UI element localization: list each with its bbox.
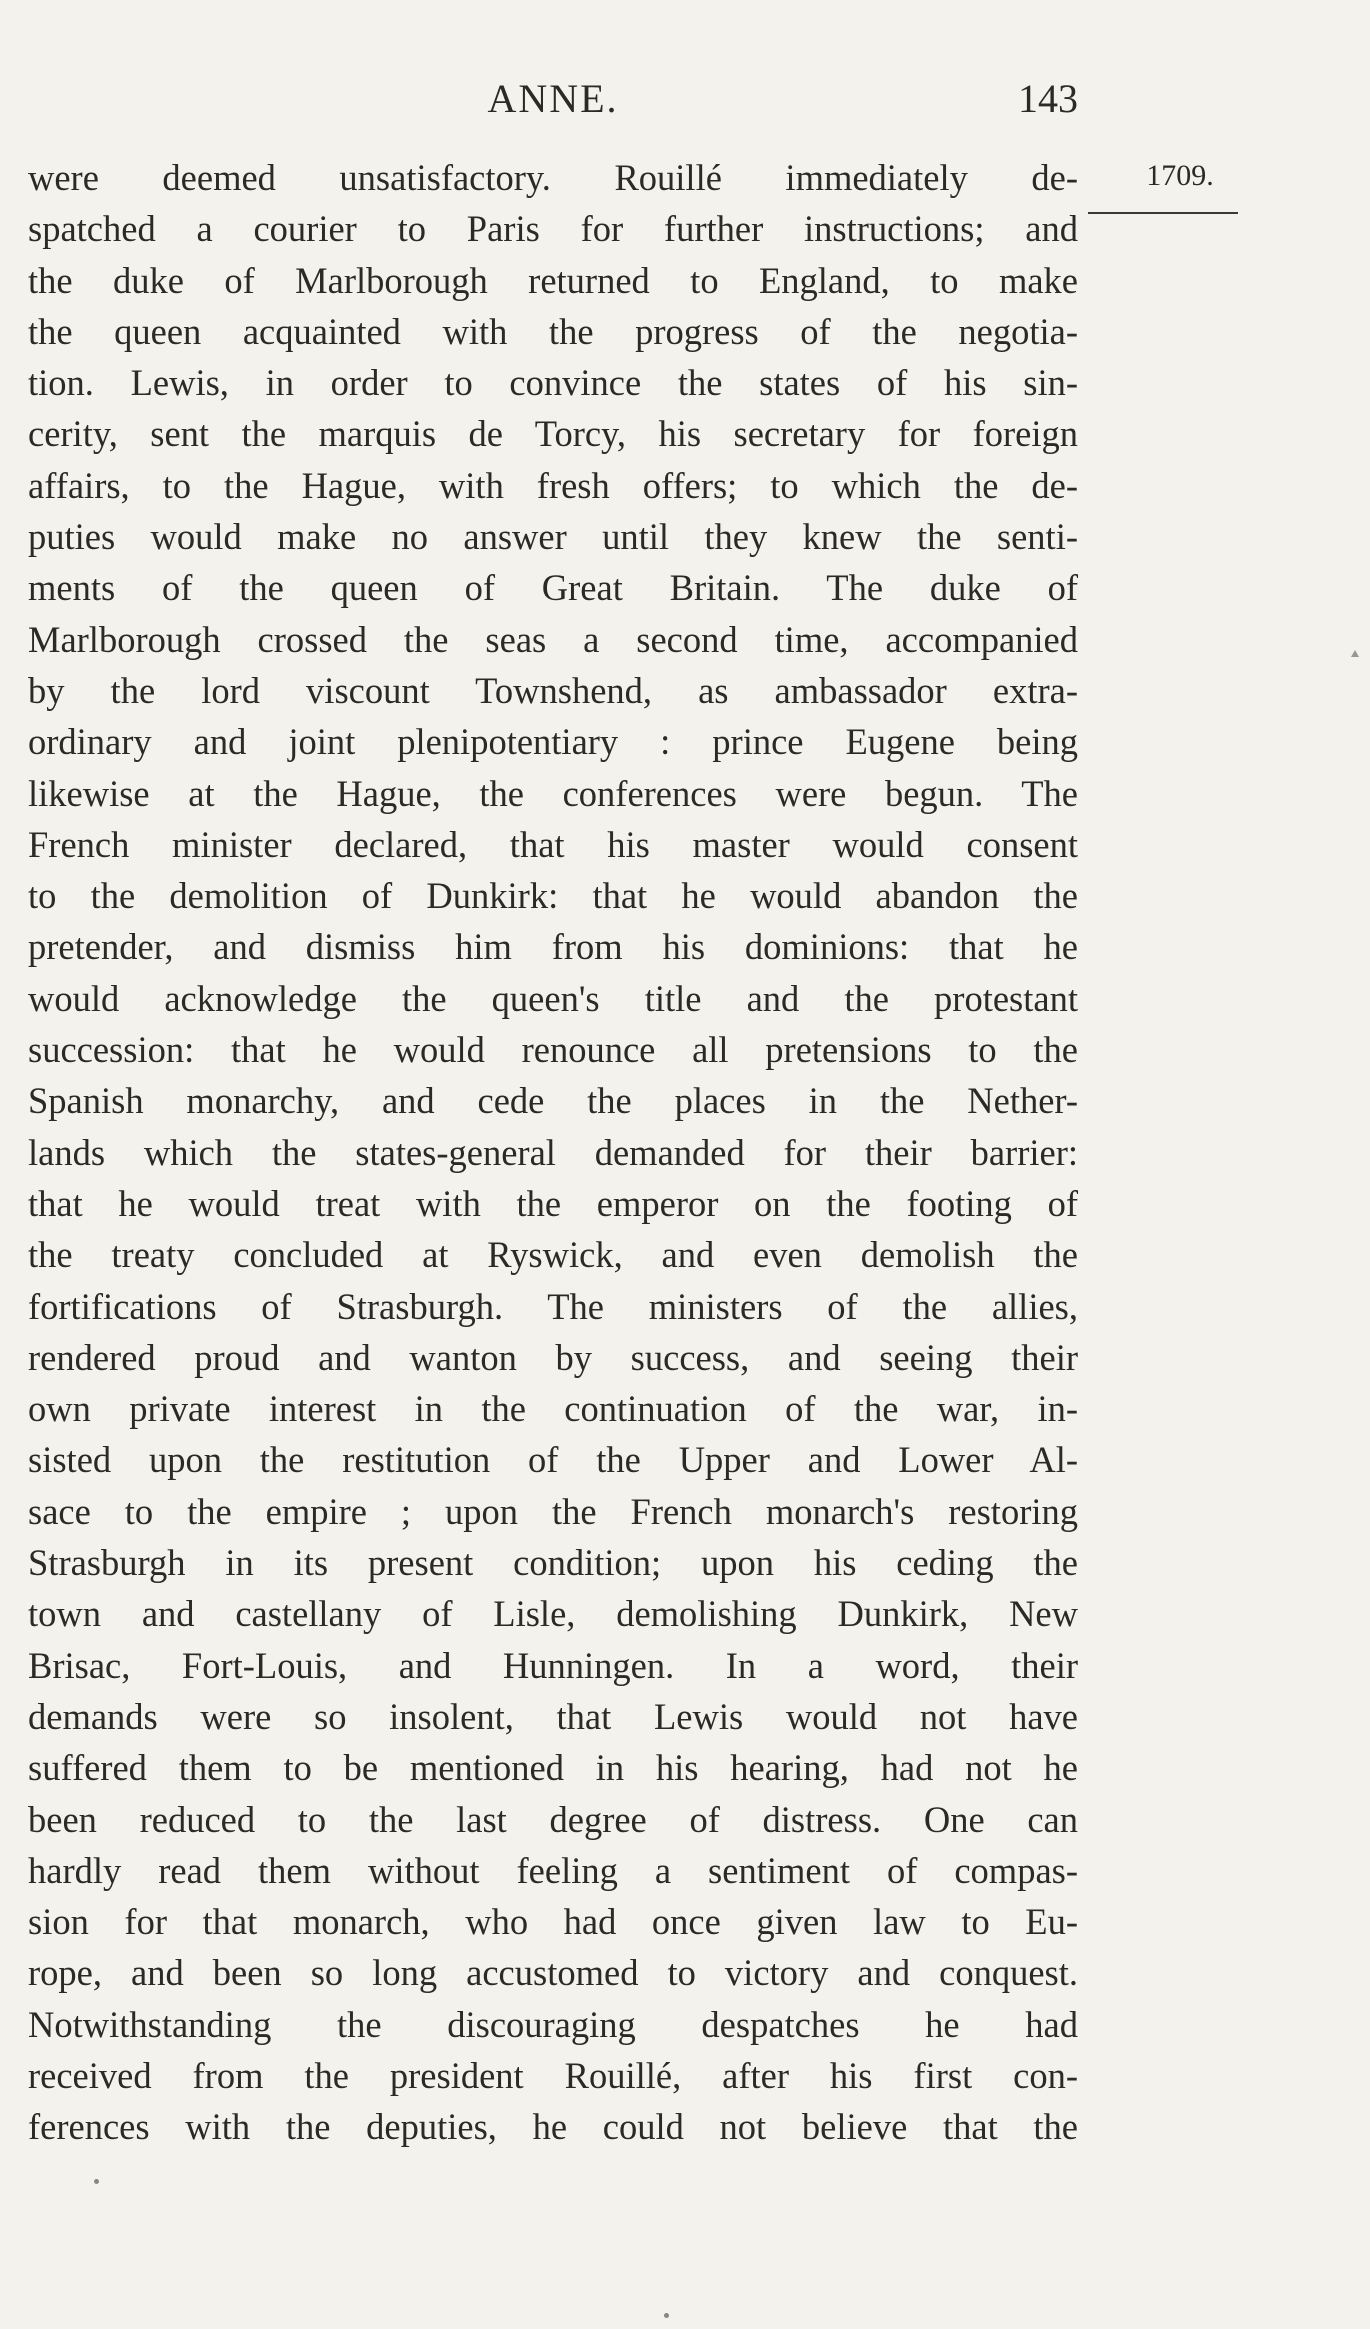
text-line: town and castellany of Lisle, demolishing Dunkirk, New — [28, 1593, 1078, 1635]
text-line: ordinary and joint plenipotentiary : prince Eugene being — [28, 721, 1078, 763]
text-line: fortifications of Strasburgh. The ministers of the allies, — [28, 1285, 1078, 1327]
text-line: rendered proud and wanton by success, and seeing their — [28, 1336, 1078, 1378]
text-line: Strasburgh in its present condition; upon his ceding the — [28, 1542, 1078, 1584]
text-line: likewise at the Hague, the conferences were begun. The — [28, 772, 1078, 814]
text-line: were deemed unsatisfactory. Rouillé immediately de- — [28, 157, 1078, 198]
text-line: ferences with the deputies, he could not believe that the — [28, 2106, 1078, 2148]
text-line: by the lord viscount Townshend, as ambassador extra- — [28, 669, 1078, 711]
text-line: the treaty concluded at Ryswick, and even demolish the — [28, 1234, 1078, 1276]
text-line: sion for that monarch, who had once given law to Eu- — [28, 1901, 1078, 1943]
text-line: French minister declared, that his master would consent — [28, 823, 1078, 865]
text-line: own private interest in the continuation of the war, in- — [28, 1388, 1078, 1430]
paper-speck — [94, 2179, 99, 2184]
text-line: affairs, to the Hague, with fresh offers; to which the de- — [28, 464, 1078, 506]
body-text — [28, 152, 1078, 2153]
text-line: rope, and been so long accustomed to victory and conquest. — [28, 1952, 1078, 1994]
text-line: the duke of Marlborough returned to England, to make — [28, 259, 1078, 301]
page-number: 143 — [1018, 76, 1078, 121]
text-line: been reduced to the last degree of distress. One can — [28, 1798, 1078, 1840]
running-head-title: ANNE. — [487, 76, 619, 121]
text-line: lands which the states-general demanded for their barrier: — [28, 1131, 1078, 1173]
text-line: spatched a courier to Paris for further instructions; and — [28, 208, 1078, 250]
text-line: suffered them to be mentioned in his hearing, had not he — [28, 1747, 1078, 1789]
text-line: Notwithstanding the discouraging despatches he had — [28, 2003, 1078, 2045]
running-head — [28, 72, 1078, 126]
text-line: tion. Lewis, in order to convince the states of his sin- — [28, 362, 1078, 404]
text-line: pretender, and dismiss him from his dominions: that he — [28, 926, 1078, 968]
text-line: Brisac, Fort-Louis, and Hunningen. In a word, their — [28, 1644, 1078, 1686]
margin-rule — [1088, 212, 1238, 214]
text-line: to the demolition of Dunkirk: that he would abandon the — [28, 875, 1078, 917]
text-line: Marlborough crossed the seas a second time, accompanied — [28, 618, 1078, 660]
text-line: received from the president Rouillé, after his first con- — [28, 2054, 1078, 2096]
text-line: the queen acquainted with the progress of the negotia- — [28, 310, 1078, 352]
text-line: sace to the empire ; upon the French monarch's restoring — [28, 1490, 1078, 1532]
text-line: puties would make no answer until they knew the senti- — [28, 516, 1078, 558]
text-line: sisted upon the restitution of the Upper and Lower Al- — [28, 1439, 1078, 1481]
text-line: cerity, sent the marquis de Torcy, his secretary for foreign — [28, 413, 1078, 455]
text-line: demands were so insolent, that Lewis would not have — [28, 1695, 1078, 1737]
text-line: would acknowledge the queen's title and the protestant — [28, 977, 1078, 1019]
paper-speck — [1351, 650, 1359, 657]
text-line: hardly read them without feeling a sentiment of compas- — [28, 1849, 1078, 1891]
text-line: ments of the queen of Great Britain. The duke of — [28, 567, 1078, 609]
margin-year-note: 1709. — [1146, 159, 1214, 192]
paper-speck — [664, 2313, 669, 2318]
text-line: Spanish monarchy, and cede the places in the Nether- — [28, 1080, 1078, 1122]
text-line: that he would treat with the emperor on the footing of — [28, 1182, 1078, 1224]
text-line: succession: that he would renounce all pretensions to the — [28, 1029, 1078, 1071]
